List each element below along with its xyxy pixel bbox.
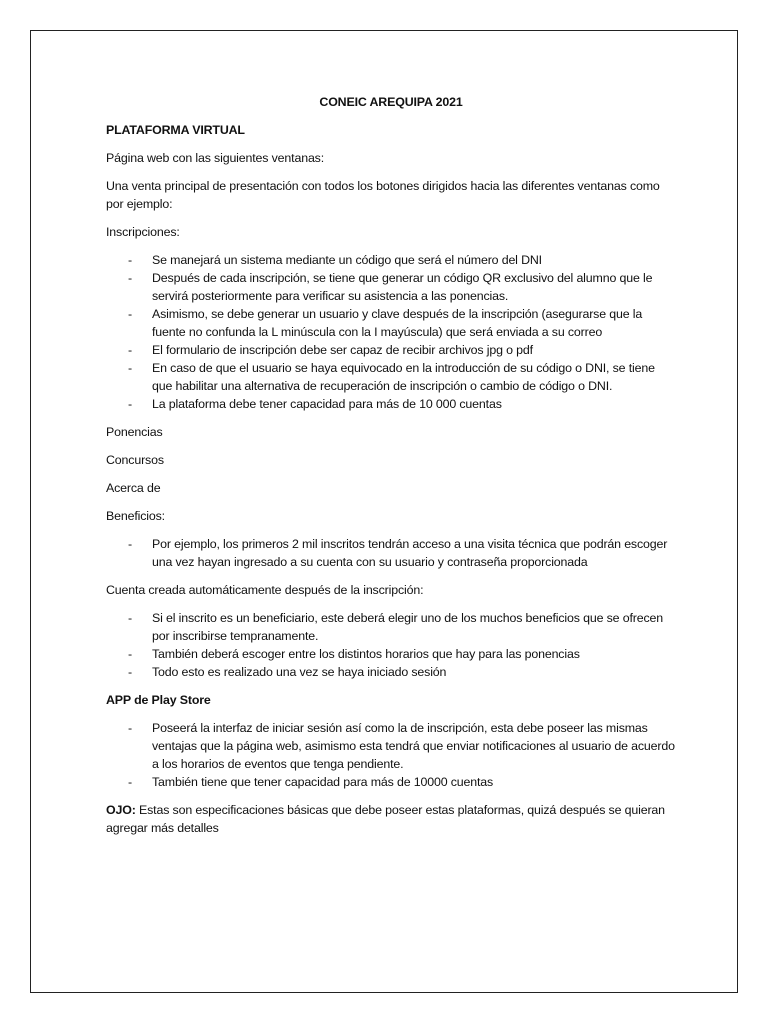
list-item-text: El formulario de inscripción debe ser capaz de recibir archivos jpg o pdf [152,343,533,357]
bullet-dash: - [128,537,132,551]
ojo-label: OJO: [106,803,136,817]
bullet-dash: - [128,721,132,735]
bullet-dash: - [128,397,132,411]
list-item [106,535,676,571]
inscripciones-heading: Inscripciones: [106,225,180,239]
list-item-text: Poseerá la interfaz de iniciar sesión así como la de inscripción, esta debe poseer las mismas ventajas que la página web, asimismo esta tendrá que enviar notificaciones al usuario de acuerdo a los horarios de eventos que tenga pendiente. [152,721,675,771]
bullet-dash: - [128,343,132,357]
list-item-text: Por ejemplo, los primeros 2 mil inscritos tendrán acceso a una visita técnica que podrán escoger una vez hayan ingresado a su cuenta con su usuario y contraseña proporcionada [152,537,668,569]
cuenta-list [106,609,676,681]
app-heading: APP de Play Store [106,693,211,707]
list-item-text: Asimismo, se debe generar un usuario y clave después de la inscripción (asegurarse que la fuente no confunda la L minúscula con la I mayúscula) que será enviada a su correo [152,307,643,339]
list-item [106,305,676,341]
ojo-text: Estas son especificaciones básicas que debe poseer estas plataformas, quizá después se quieran agregar más detalles [106,803,665,835]
document-title: CONEIC AREQUIPA 2021 [319,95,463,109]
list-item [106,395,676,413]
bullet-dash: - [128,361,132,375]
list-item-text: Todo esto es realizado una vez se haya iniciado sesión [152,665,447,679]
list-item-text: La plataforma debe tener capacidad para más de 10 000 cuentas [152,397,502,411]
list-item [106,719,676,773]
list-item [106,645,676,663]
ojo-note [106,801,676,837]
bullet-dash: - [128,647,132,661]
beneficios-list [106,535,676,571]
list-item [106,663,676,681]
ponencias-heading: Ponencias [106,425,163,439]
beneficios-heading: Beneficios: [106,509,165,523]
list-item-text: En caso de que el usuario se haya equivocado en la introducción de su código o DNI, se tiene que habilitar una alternativa de recuperación de inscripción o cambio de código o DNI. [152,361,655,393]
bullet-dash: - [128,307,132,321]
list-item-text: Se manejará un sistema mediante un código que será el número del DNI [152,253,542,267]
bullet-dash: - [128,253,132,267]
app-list [106,719,676,791]
list-item [106,359,676,395]
intro-line: Página web con las siguientes ventanas: [106,151,325,165]
list-item-text: Después de cada inscripción, se tiene que generar un código QR exclusivo del alumno que le servirá posteriormente para verificar su asistencia a las ponencias. [152,271,653,303]
bullet-dash: - [128,775,132,789]
main-window-text: Una venta principal de presentación con todos los botones dirigidos hacia las diferentes ventanas como por ejemplo: [106,179,660,211]
platform-heading: PLATAFORMA VIRTUAL [106,123,245,137]
list-item-text: También deberá escoger entre los distintos horarios que hay para las ponencias [152,647,580,661]
list-item-text: Si el inscrito es un beneficiario, este deberá elegir uno de los muchos beneficios que se ofrecen por inscribirse tempranamente. [152,611,663,643]
document-body [106,93,676,847]
inscripciones-list [106,251,676,413]
list-item [106,773,676,791]
bullet-dash: - [128,271,132,285]
list-item [106,341,676,359]
acerca-de-heading: Acerca de [106,481,161,495]
bullet-dash: - [128,665,132,679]
list-item-text: También tiene que tener capacidad para más de 10000 cuentas [152,775,494,789]
list-item [106,609,676,645]
list-item [106,269,676,305]
concursos-heading: Concursos [106,453,164,467]
list-item [106,251,676,269]
cuenta-heading: Cuenta creada automáticamente después de la inscripción: [106,583,424,597]
bullet-dash: - [128,611,132,625]
